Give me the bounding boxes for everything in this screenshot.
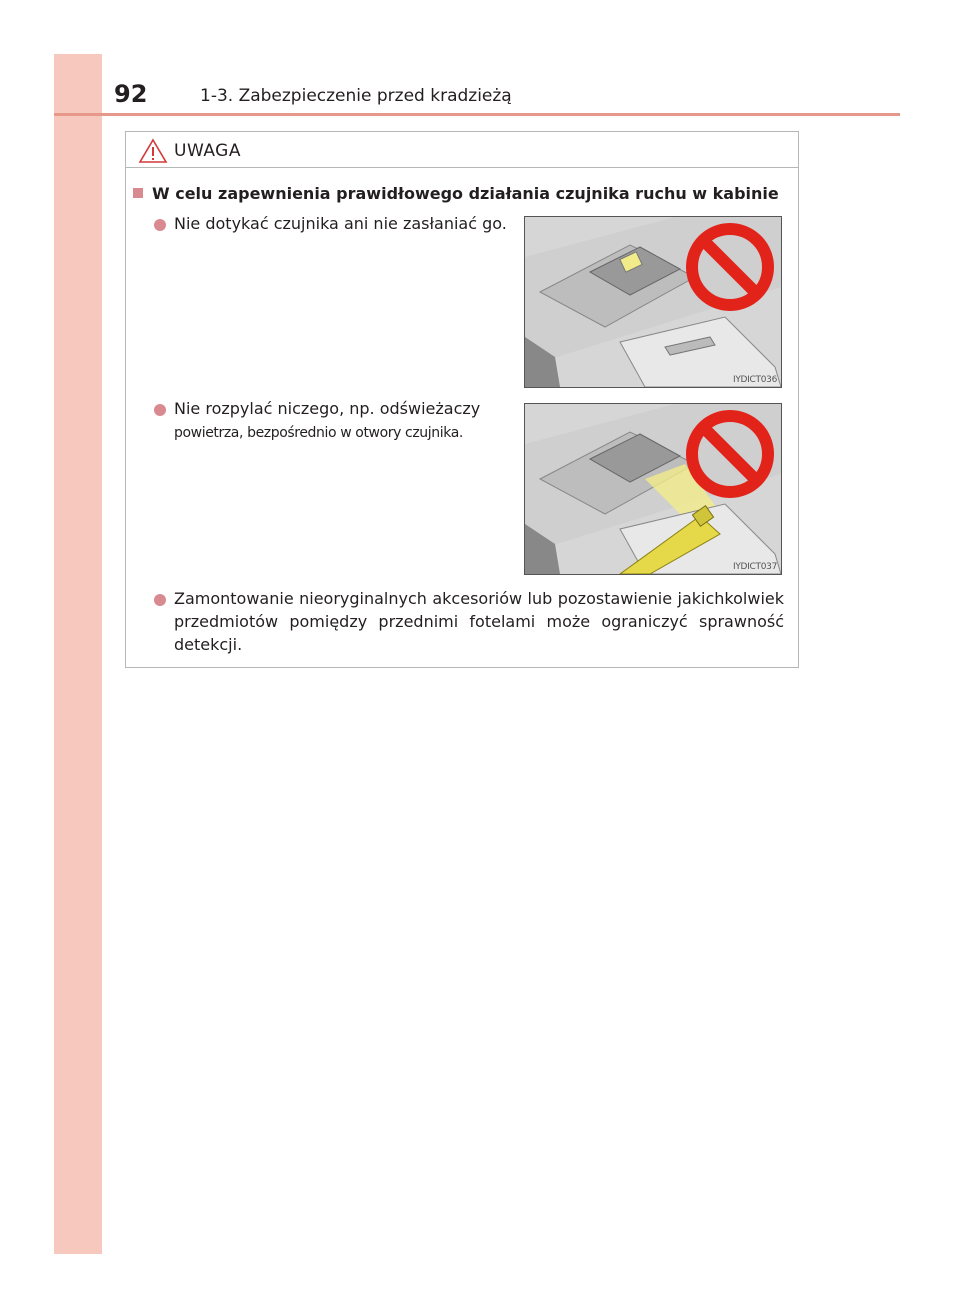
bullet-text-no-touch: Nie dotykać czujnika ani nie zasłaniać go. bbox=[174, 214, 507, 233]
illustration-no-spray bbox=[524, 403, 782, 575]
section-title: 1-3. Zabezpieczenie przed kradzieżą bbox=[200, 86, 512, 106]
bullet-text-no-spray-line1: Nie rozpylać niczego, np. odświeżaczy bbox=[174, 399, 481, 418]
caution-header bbox=[126, 132, 798, 168]
illustration-code: IYDICT036 bbox=[733, 375, 777, 385]
illustration-no-touch bbox=[524, 216, 782, 388]
header-rule bbox=[54, 113, 900, 116]
square-bullet-icon bbox=[133, 188, 143, 198]
bullet-dot-icon bbox=[154, 219, 166, 231]
caution-subheading: W celu zapewnienia prawidłowego działania czujnika ruchu w kabinie bbox=[152, 184, 779, 203]
illustration-code: IYDICT037 bbox=[733, 562, 777, 572]
side-tab-strip bbox=[54, 54, 102, 1254]
page-number: 92 bbox=[114, 80, 148, 108]
bullet-dot-icon bbox=[154, 404, 166, 416]
bullet-text-accessories: Zamontowanie nieoryginalnych akcesoriów lub pozostawienie jakichkolwiek przedmiotów pomiędzy przednimi fotelami może ograniczyć sprawność detekcji. bbox=[174, 589, 784, 654]
bullet-dot-icon bbox=[154, 594, 166, 606]
caution-box bbox=[125, 131, 799, 668]
bullet-text-no-spray-line2: powietrza, bezpośrednio w otwory czujnika. bbox=[174, 425, 463, 441]
caution-label: UWAGA bbox=[174, 141, 241, 161]
warning-triangle-icon bbox=[138, 138, 168, 164]
